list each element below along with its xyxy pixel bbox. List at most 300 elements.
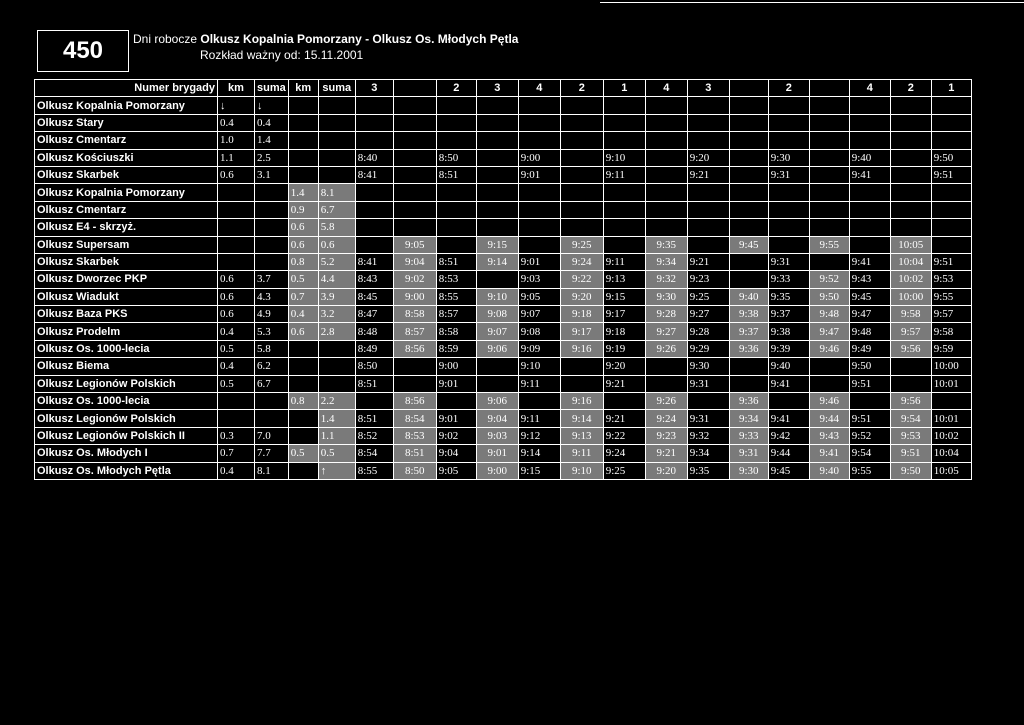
departure-time <box>849 184 890 201</box>
departure-time: 8:41 <box>355 166 393 183</box>
km-cell: 0.6 <box>218 306 255 323</box>
departure-time <box>355 114 393 131</box>
departure-time: 9:41 <box>768 410 809 427</box>
table-row <box>35 253 972 270</box>
km-cell: 0.3 <box>218 427 255 444</box>
departure-time <box>645 184 687 201</box>
km-cell: 0.8 <box>288 253 318 270</box>
departure-time: 9:03 <box>518 271 560 288</box>
departure-time: 8:56 <box>393 340 436 357</box>
departure-time: 9:15 <box>476 236 518 253</box>
departure-time: 9:06 <box>476 340 518 357</box>
table-row <box>35 184 972 201</box>
column-header: 4 <box>518 80 560 97</box>
sum-cell: 6.2 <box>255 358 289 375</box>
km-cell: 0.5 <box>288 445 318 462</box>
departure-time <box>729 358 768 375</box>
table-row <box>35 132 972 149</box>
departure-time: 8:51 <box>393 445 436 462</box>
table-row <box>35 149 972 166</box>
sum-cell: 0.6 <box>318 236 355 253</box>
departure-time: 9:21 <box>603 375 645 392</box>
departure-time: 9:24 <box>603 445 645 462</box>
departure-time <box>560 132 603 149</box>
departure-time: 8:55 <box>355 462 393 479</box>
departure-time: 9:49 <box>849 340 890 357</box>
departure-time <box>768 132 809 149</box>
departure-time: 9:55 <box>809 236 849 253</box>
departure-time: 9:29 <box>687 340 729 357</box>
departure-time <box>560 219 603 236</box>
departure-time <box>355 132 393 149</box>
column-header: 3 <box>687 80 729 97</box>
departure-time <box>393 358 436 375</box>
departure-time: 9:11 <box>603 166 645 183</box>
departure-time <box>890 132 931 149</box>
departure-time <box>518 132 560 149</box>
departure-time <box>931 97 971 114</box>
departure-time <box>729 201 768 218</box>
departure-time <box>931 219 971 236</box>
table-row <box>35 393 972 410</box>
table-row <box>35 375 972 392</box>
departure-time <box>768 184 809 201</box>
sum-cell: ↓ <box>255 97 289 114</box>
stop-name: Olkusz Os. Młodych Pętla <box>35 462 218 479</box>
departure-time <box>476 149 518 166</box>
departure-time <box>393 97 436 114</box>
departure-time <box>687 132 729 149</box>
sum-cell <box>318 166 355 183</box>
departure-time: 9:21 <box>687 166 729 183</box>
departure-time: 9:01 <box>518 166 560 183</box>
departure-time: 9:51 <box>931 253 971 270</box>
departure-time <box>476 375 518 392</box>
departure-time <box>436 132 476 149</box>
sum-cell: 4.9 <box>255 306 289 323</box>
departure-time <box>355 236 393 253</box>
departure-time <box>809 253 849 270</box>
km-cell <box>288 358 318 375</box>
departure-time <box>436 97 476 114</box>
column-header <box>393 80 436 97</box>
departure-time: 9:43 <box>809 427 849 444</box>
sum-cell: 3.1 <box>255 166 289 183</box>
stop-name: Olkusz E4 - skrzyż. <box>35 219 218 236</box>
departure-time <box>729 114 768 131</box>
sum-cell <box>318 375 355 392</box>
departure-time: 9:11 <box>518 375 560 392</box>
departure-time <box>890 166 931 183</box>
departure-time <box>890 219 931 236</box>
departure-time: 8:59 <box>436 340 476 357</box>
departure-time <box>645 132 687 149</box>
departure-time: 9:50 <box>809 288 849 305</box>
brigade-header: Numer brygady <box>35 80 218 97</box>
departure-time: 8:41 <box>355 253 393 270</box>
departure-time: 9:50 <box>890 462 931 479</box>
departure-time: 9:36 <box>729 393 768 410</box>
header-row <box>35 80 972 97</box>
departure-time: 9:13 <box>603 271 645 288</box>
departure-time <box>393 166 436 183</box>
departure-time: 8:58 <box>436 323 476 340</box>
table-row <box>35 427 972 444</box>
km-cell: 0.9 <box>288 201 318 218</box>
table-row <box>35 340 972 357</box>
table-row <box>35 201 972 218</box>
departure-time: 9:51 <box>931 166 971 183</box>
departure-time: 8:58 <box>393 306 436 323</box>
departure-time: 9:32 <box>687 427 729 444</box>
departure-time: 9:04 <box>436 445 476 462</box>
column-header: 3 <box>355 80 393 97</box>
departure-time: 8:50 <box>436 149 476 166</box>
departure-time: 9:14 <box>476 253 518 270</box>
departure-time: 9:16 <box>560 340 603 357</box>
table-row <box>35 462 972 479</box>
departure-time <box>768 219 809 236</box>
departure-time <box>436 219 476 236</box>
departure-time <box>729 97 768 114</box>
km-cell <box>218 219 255 236</box>
departure-time: 9:31 <box>768 166 809 183</box>
departure-time: 9:34 <box>729 410 768 427</box>
stop-name: Olkusz Dworzec PKP <box>35 271 218 288</box>
departure-time: 9:31 <box>729 445 768 462</box>
departure-time: 9:08 <box>518 323 560 340</box>
route-title-line <box>133 31 518 47</box>
departure-time: 9:25 <box>687 288 729 305</box>
sum-cell: 1.4 <box>255 132 289 149</box>
column-header <box>729 80 768 97</box>
km-cell: 0.6 <box>218 166 255 183</box>
sum-cell <box>255 253 289 270</box>
departure-time: 9:10 <box>476 288 518 305</box>
km-cell <box>218 410 255 427</box>
departure-time: 9:35 <box>768 288 809 305</box>
departure-time: 9:51 <box>849 375 890 392</box>
departure-time: 10:00 <box>931 358 971 375</box>
departure-time <box>729 149 768 166</box>
departure-time <box>849 97 890 114</box>
departure-time <box>518 114 560 131</box>
stop-name: Olkusz Legionów Polskich II <box>35 427 218 444</box>
km-cell: 0.6 <box>288 323 318 340</box>
sum-cell: 6.7 <box>318 201 355 218</box>
sum-cell <box>318 149 355 166</box>
column-header: 1 <box>603 80 645 97</box>
km-cell <box>288 149 318 166</box>
departure-time: 9:36 <box>729 340 768 357</box>
km-cell <box>288 427 318 444</box>
km-cell <box>288 375 318 392</box>
departure-time: 9:44 <box>809 410 849 427</box>
km-cell: 0.7 <box>218 445 255 462</box>
departure-time: 8:50 <box>393 462 436 479</box>
departure-time <box>687 114 729 131</box>
km-cell <box>288 114 318 131</box>
km-cell: 0.4 <box>218 323 255 340</box>
departure-time: 9:01 <box>476 445 518 462</box>
sum-cell: 7.0 <box>255 427 289 444</box>
departure-time: 9:07 <box>518 306 560 323</box>
departure-time: 8:45 <box>355 288 393 305</box>
departure-time <box>931 236 971 253</box>
departure-time: 9:35 <box>687 462 729 479</box>
sum-cell: 4.4 <box>318 271 355 288</box>
km-cell: 0.8 <box>288 393 318 410</box>
departure-time: 8:47 <box>355 306 393 323</box>
departure-time <box>645 114 687 131</box>
stop-name: Olkusz Cmentarz <box>35 132 218 149</box>
departure-time <box>645 219 687 236</box>
departure-time: 8:53 <box>393 427 436 444</box>
departure-time <box>809 375 849 392</box>
table-row <box>35 236 972 253</box>
departure-time: 9:06 <box>476 393 518 410</box>
departure-time <box>645 149 687 166</box>
departure-time: 9:35 <box>645 236 687 253</box>
departure-time: 9:55 <box>849 462 890 479</box>
departure-time <box>436 114 476 131</box>
sum-cell <box>255 201 289 218</box>
departure-time <box>729 184 768 201</box>
departure-time <box>849 219 890 236</box>
table-row <box>35 410 972 427</box>
departure-time: 9:38 <box>768 323 809 340</box>
departure-time <box>560 375 603 392</box>
route-number: 450 <box>62 37 104 64</box>
departure-time <box>436 184 476 201</box>
departure-time: 9:34 <box>687 445 729 462</box>
km-cell: 0.4 <box>218 358 255 375</box>
stop-name: Olkusz Os. Młodych I <box>35 445 218 462</box>
km-cell: ↓ <box>218 97 255 114</box>
departure-time <box>687 184 729 201</box>
sum-cell: 5.8 <box>255 340 289 357</box>
sum-cell <box>318 97 355 114</box>
departure-time <box>849 132 890 149</box>
departure-time <box>518 201 560 218</box>
departure-time <box>518 184 560 201</box>
sum-cell: 3.2 <box>318 306 355 323</box>
km-cell: 0.7 <box>288 288 318 305</box>
departure-time: 9:45 <box>768 462 809 479</box>
departure-time <box>890 149 931 166</box>
km-cell: 0.6 <box>288 219 318 236</box>
departure-time: 9:27 <box>687 306 729 323</box>
departure-time: 9:28 <box>645 306 687 323</box>
departure-time: 8:48 <box>355 323 393 340</box>
departure-time: 8:51 <box>355 410 393 427</box>
departure-time: 9:58 <box>931 323 971 340</box>
stop-name: Olkusz Skarbek <box>35 253 218 270</box>
sum-cell <box>318 358 355 375</box>
departure-time: 9:00 <box>476 462 518 479</box>
departure-time: 9:38 <box>729 306 768 323</box>
departure-time <box>890 201 931 218</box>
departure-time: 9:01 <box>518 253 560 270</box>
departure-time <box>768 236 809 253</box>
departure-time: 9:40 <box>809 462 849 479</box>
departure-time <box>768 201 809 218</box>
departure-time: 9:31 <box>687 375 729 392</box>
sum-cell <box>255 236 289 253</box>
departure-time <box>729 166 768 183</box>
departure-time: 9:20 <box>645 462 687 479</box>
table-row <box>35 97 972 114</box>
km-cell <box>218 236 255 253</box>
sum-cell <box>318 340 355 357</box>
departure-time: 9:31 <box>768 253 809 270</box>
departure-time <box>890 358 931 375</box>
departure-time <box>603 236 645 253</box>
departure-time: 10:01 <box>931 410 971 427</box>
departure-time: 9:15 <box>518 462 560 479</box>
departure-time <box>518 219 560 236</box>
departure-time <box>768 114 809 131</box>
departure-time: 9:11 <box>560 445 603 462</box>
departure-time <box>890 184 931 201</box>
sum-cell <box>255 410 289 427</box>
departure-time: 8:52 <box>355 427 393 444</box>
table-row <box>35 288 972 305</box>
km-cell: 0.4 <box>218 462 255 479</box>
departure-time <box>476 271 518 288</box>
km-cell <box>288 132 318 149</box>
departure-time <box>393 184 436 201</box>
departure-time <box>645 358 687 375</box>
stop-name: Olkusz Os. 1000-lecia <box>35 340 218 357</box>
sum-cell <box>318 132 355 149</box>
timetable <box>34 79 972 480</box>
departure-time: 9:13 <box>560 427 603 444</box>
departure-time <box>809 201 849 218</box>
sum-cell: 7.7 <box>255 445 289 462</box>
table-row <box>35 166 972 183</box>
departure-time <box>931 114 971 131</box>
departure-time: 9:45 <box>849 288 890 305</box>
sum-cell: 2.2 <box>318 393 355 410</box>
departure-time: 9:01 <box>436 410 476 427</box>
departure-time: 8:54 <box>355 445 393 462</box>
column-header: suma <box>318 80 355 97</box>
departure-time <box>393 201 436 218</box>
departure-time: 9:53 <box>931 271 971 288</box>
departure-time <box>518 97 560 114</box>
departure-time: 9:37 <box>729 323 768 340</box>
departure-time: 9:23 <box>645 427 687 444</box>
departure-time <box>393 132 436 149</box>
km-cell <box>218 253 255 270</box>
departure-time: 9:20 <box>560 288 603 305</box>
departure-time: 9:05 <box>518 288 560 305</box>
departure-time <box>890 97 931 114</box>
km-cell <box>218 393 255 410</box>
stop-name: Olkusz Baza PKS <box>35 306 218 323</box>
departure-time <box>355 201 393 218</box>
departure-time <box>476 219 518 236</box>
departure-time: 9:20 <box>603 358 645 375</box>
departure-time: 9:01 <box>436 375 476 392</box>
departure-time <box>476 166 518 183</box>
table-row <box>35 219 972 236</box>
departure-time: 9:33 <box>729 427 768 444</box>
departure-time <box>645 166 687 183</box>
departure-time: 9:05 <box>436 462 476 479</box>
departure-time: 8:51 <box>436 253 476 270</box>
departure-time <box>687 97 729 114</box>
departure-time <box>809 114 849 131</box>
departure-time: 9:30 <box>687 358 729 375</box>
column-header: 2 <box>890 80 931 97</box>
departure-time <box>476 201 518 218</box>
km-cell: 0.5 <box>218 375 255 392</box>
column-header: 4 <box>645 80 687 97</box>
sum-cell <box>255 393 289 410</box>
departure-time: 9:39 <box>768 340 809 357</box>
km-cell: 0.6 <box>218 271 255 288</box>
departure-time <box>355 219 393 236</box>
sum-cell: 2.8 <box>318 323 355 340</box>
sum-cell: ↑ <box>318 462 355 479</box>
table-row <box>35 114 972 131</box>
departure-time: 8:50 <box>355 358 393 375</box>
departure-time: 9:03 <box>476 427 518 444</box>
departure-time: 9:50 <box>849 358 890 375</box>
sum-cell: 0.4 <box>255 114 289 131</box>
km-cell: 0.5 <box>288 271 318 288</box>
departure-time: 9:21 <box>687 253 729 270</box>
stop-name: Olkusz Legionów Polskich <box>35 410 218 427</box>
departure-time: 10:05 <box>931 462 971 479</box>
departure-time: 9:52 <box>849 427 890 444</box>
departure-time <box>809 358 849 375</box>
departure-time: 9:46 <box>809 340 849 357</box>
departure-time: 9:15 <box>603 288 645 305</box>
departure-time: 9:57 <box>931 306 971 323</box>
departure-time <box>476 97 518 114</box>
departure-time: 9:08 <box>476 306 518 323</box>
departure-time: 9:23 <box>687 271 729 288</box>
departure-time <box>476 132 518 149</box>
stop-name: Olkusz Kopalnia Pomorzany <box>35 184 218 201</box>
route-header <box>133 31 518 63</box>
departure-time: 10:04 <box>931 445 971 462</box>
departure-time <box>729 271 768 288</box>
departure-time: 9:18 <box>603 323 645 340</box>
departure-time: 9:00 <box>518 149 560 166</box>
departure-time: 9:04 <box>393 253 436 270</box>
route-name: Olkusz Kopalnia Pomorzany - Olkusz Os. Młodych Pętla <box>200 32 519 46</box>
table-row <box>35 306 972 323</box>
departure-time <box>393 375 436 392</box>
departure-time <box>809 184 849 201</box>
departure-time <box>603 184 645 201</box>
km-cell <box>288 410 318 427</box>
sum-cell: 0.5 <box>318 445 355 462</box>
departure-time <box>476 358 518 375</box>
departure-time: 9:22 <box>560 271 603 288</box>
departure-time <box>476 184 518 201</box>
departure-time: 9:52 <box>809 271 849 288</box>
departure-time: 9:07 <box>476 323 518 340</box>
departure-time: 9:28 <box>687 323 729 340</box>
departure-time <box>687 393 729 410</box>
departure-time <box>687 201 729 218</box>
departure-time <box>890 375 931 392</box>
